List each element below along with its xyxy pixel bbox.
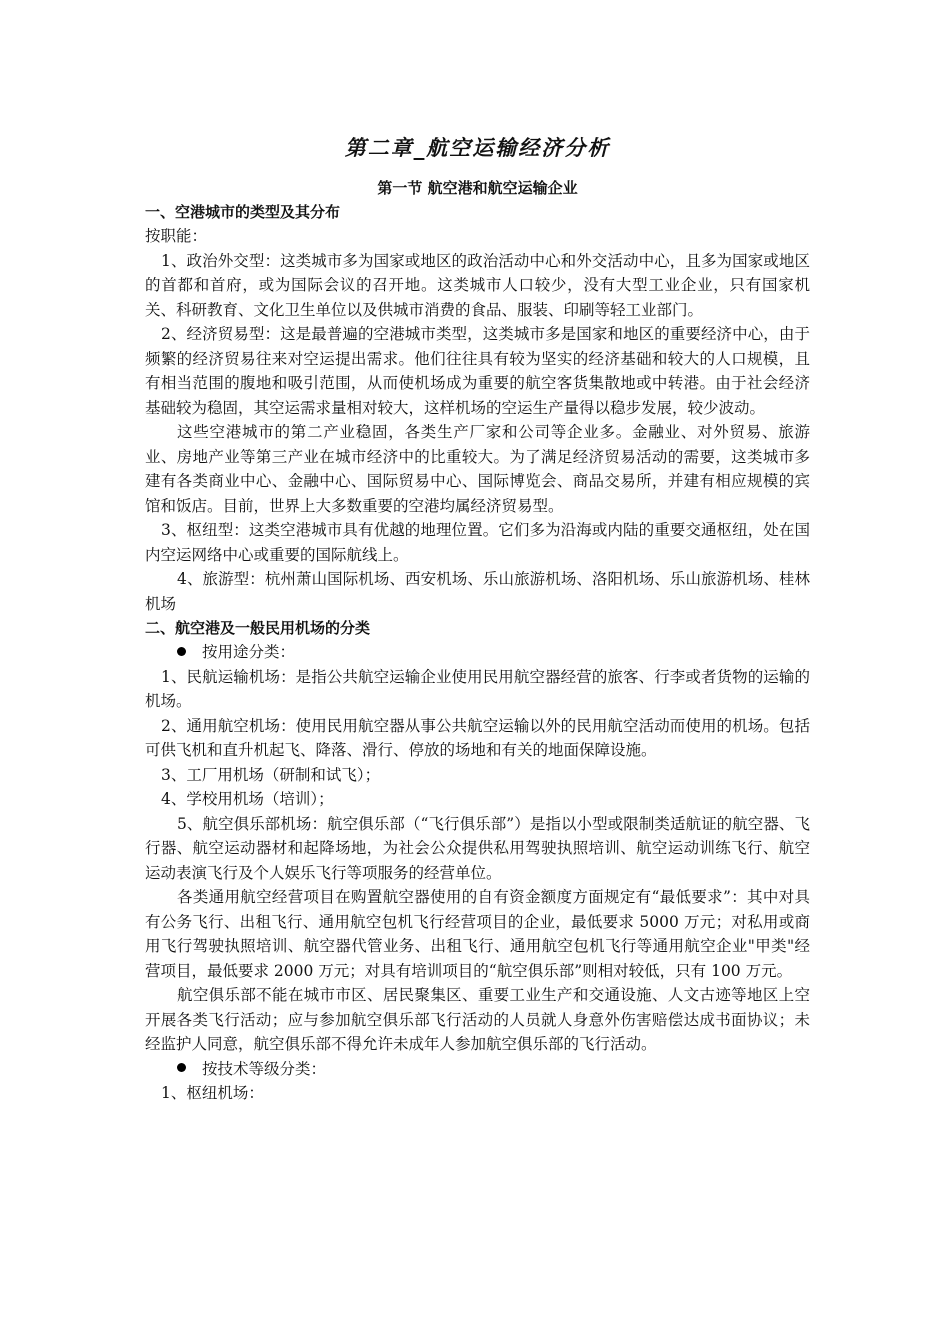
bullet-by-use — [145, 640, 810, 665]
bullet-icon — [177, 1063, 186, 1072]
paragraph-club-rules: 航空俱乐部不能在城市市区、居民聚集区、重要工业生产和交通设施、人文古迹等地区上空开展各类飞行活动；应与参加航空俱乐部飞行活动的人员就人身意外伤害赔偿达成书面协议；未经监护人同意，航空俱乐部不得允许未成年人参加航空俱乐部的飞行活动。 — [145, 986, 810, 1053]
paragraph-factory: 3、工厂用机场（研制和试飞）； — [161, 765, 381, 784]
paragraph-political: 1、政治外交型：这类城市多为国家或地区的政治活动中心和外交活动中心，且多为国家或地区的首都和首府，或为国际会议的召开地。这类城市人口较少，没有大型工业企业，只有国家机关、科研教育、文化卫生单位以及供城市消费的食品、服装、印刷等轻工业部门。 — [145, 251, 810, 319]
heading-airport-city-types: 一、空港城市的类型及其分布 — [145, 203, 341, 221]
paragraph-capital-requirements: 各类通用航空经营项目在购置航空器使用的自有资金额度方面规定有“最低要求”：其中对具有公务飞行、出租飞行、通用航空包机飞行经营项目的企业，最低要求 5000 万元；对私用或商用飞行驾驶执照培训、航空器代管业务、出租飞行、通用航空包机飞行等通用航空企业"甲类"经营项目，最低要求 2000 万元；对具有培训项目的“航空俱乐部”则相对较低，只有 100 万元。 — [145, 888, 810, 980]
paragraph-general-aviation: 2、通用航空机场：使用民用航空器从事公共航空运输以外的民用航空活动而使用的机场。包括可供飞机和直升机起飞、降落、滑行、停放的场地和有关的地面保障设施。 — [145, 716, 810, 759]
paragraph-economic: 2、经济贸易型：这是最普遍的空港城市类型，这类城市多是国家和地区的重要经济中心，由于频繁的经济贸易往来对空运提出需求。他们往往具有较为坚实的经济基础和较大的人口规模，且有相当范围的腹地和吸引范围，从而使机场成为重要的航空客货集散地或中转港。由于社会经济基础较为稳固，其空运需求量相对较大，这样机场的空运生产量得以稳步发展，较少波动。 — [145, 325, 810, 417]
bullet-by-tech-grade — [145, 1057, 810, 1082]
paragraph-civil-transport: 1、民航运输机场：是指公共航空运输企业使用民用航空器经营的旅客、行李或者货物的运输的机场。 — [145, 667, 810, 710]
by-function-label: 按职能： — [145, 227, 208, 245]
paragraph-school: 4、学校用机场（培训）； — [161, 790, 334, 808]
bullet-text: 按技术等级分类： — [202, 1059, 327, 1078]
section-title: 第一节 航空港和航空运输企业 — [377, 179, 578, 197]
paragraph-tourism: 4、旅游型：杭州萧山国际机场、西安机场、乐山旅游机场、洛阳机场、乐山旅游机场、桂林机场 — [145, 570, 810, 613]
heading-airport-classification: 二、航空港及一般民用机场的分类 — [145, 619, 371, 637]
paragraph-economic-detail: 这些空港城市的第二产业稳固，各类生产厂家和公司等企业多。金融业、对外贸易、旅游业、房地产业等第三产业在城市经济中的比重较大。为了满足经济贸易活动的需要，这类城市多建有各类商业中心、金融中心、国际贸易中心、国际博览会、商品交易所，并建有相应规模的宾馆和饭店。目前，世界上大多数重要的空港均属经济贸易型。 — [145, 423, 810, 515]
document-page — [145, 134, 810, 1106]
chapter-title: 第二章_航空运输经济分析 — [344, 136, 611, 160]
paragraph-hub-airport: 1、枢纽机场： — [161, 1084, 264, 1102]
paragraph-hub: 3、枢纽型：这类空港城市具有优越的地理位置。它们多为沿海或内陆的重要交通枢纽，处在国内空运网络中心或重要的国际航线上。 — [145, 521, 810, 564]
paragraph-club: 5、航空俱乐部机场：航空俱乐部（“飞行俱乐部”）是指以小型或限制类适航证的航空器、飞行器、航空运动器材和起降场地，为社会公众提供私用驾驶执照培训、航空运动训练飞行、航空运动表演飞行及个人娱乐飞行等项服务的经营单位。 — [145, 814, 810, 882]
bullet-icon — [177, 647, 186, 656]
bullet-text: 按用途分类： — [202, 643, 296, 661]
